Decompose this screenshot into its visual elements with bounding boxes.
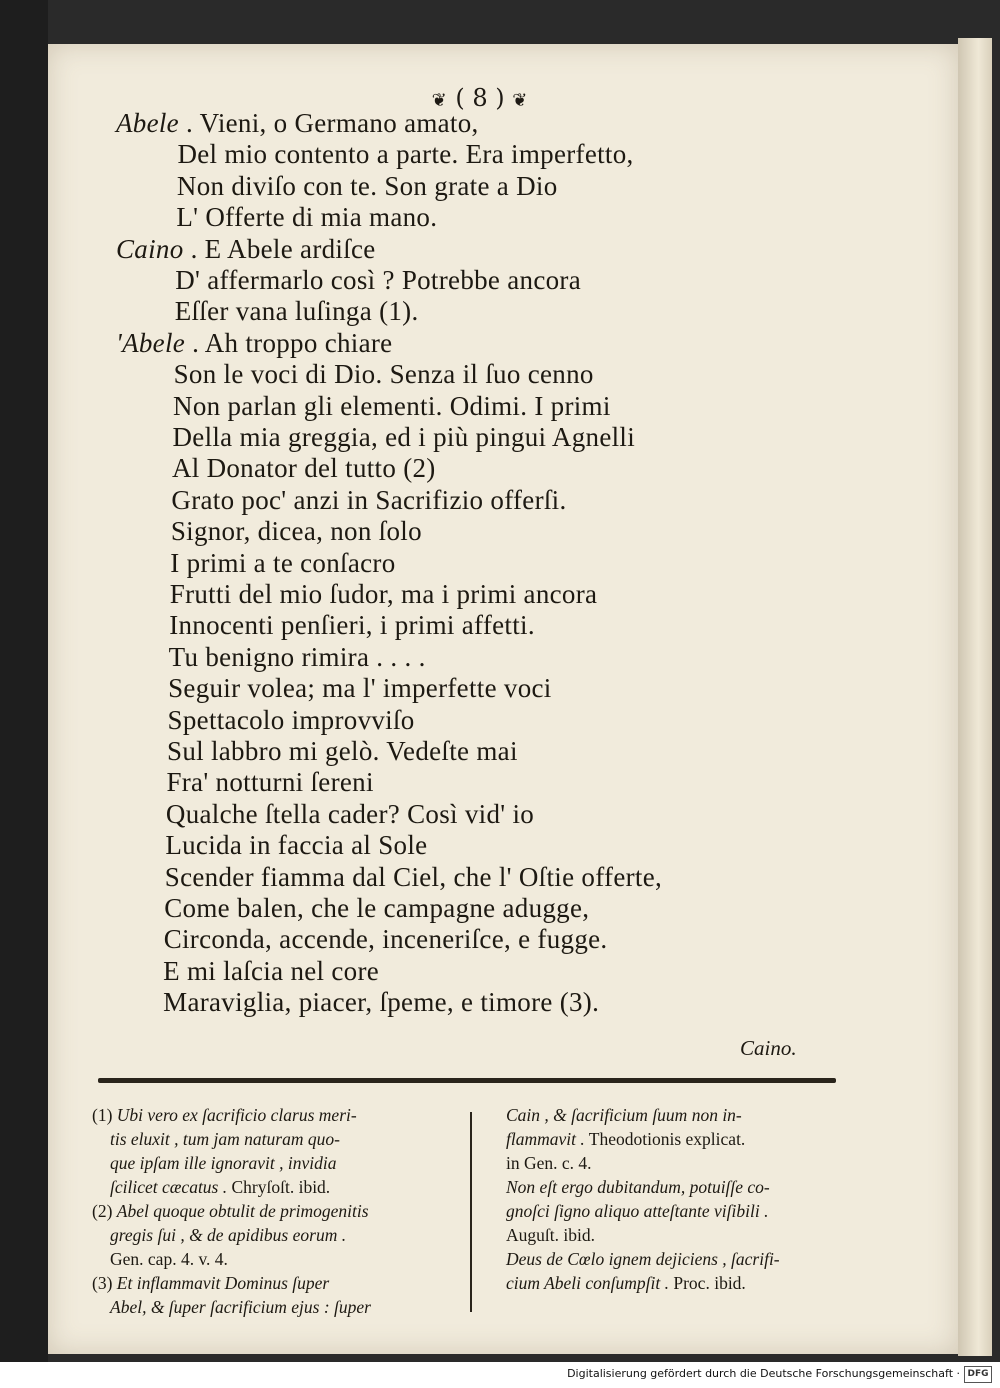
digitization-footer	[0, 1362, 1000, 1388]
verse-line	[168, 705, 415, 736]
footnote-mark: (1)	[92, 1105, 117, 1125]
verse-text-content: Non diviſo con te. Son grate a Dio	[176, 170, 558, 201]
footnote-mark: (3)	[92, 1273, 117, 1293]
verse-line	[169, 642, 426, 673]
verse-text-content: Qualche ſtella cader? Così vid' io	[165, 798, 535, 829]
verse-text-content: Signor, dicea, non ſolo	[170, 516, 422, 547]
verse-text-content: Grato poc' anzi in Sacrifizio offerſi.	[171, 484, 567, 515]
verse-line	[173, 391, 611, 422]
footnote-latin: Cain , & ſacrificium ſuum non in-	[506, 1105, 742, 1125]
footnote-latin: que ipſam ille ignoravit , invidia	[110, 1153, 337, 1173]
verse-text-content: Sul labbro mi gelò. Vedeſte mai	[167, 736, 518, 766]
scan-left-border	[0, 0, 48, 1362]
footnote-mark: (2)	[92, 1201, 117, 1221]
footnote-latin: Deus de Cœlo ignem dejiciens , ſacrifi-	[506, 1249, 780, 1269]
verse-line	[172, 453, 436, 484]
footnote-line	[506, 1200, 768, 1222]
verse-line	[116, 234, 376, 265]
footnote-source: in Gen. c. 4.	[506, 1153, 592, 1173]
footnote-line	[92, 1272, 329, 1294]
footnote-rule	[98, 1078, 836, 1083]
verse-text-content: . Vieni, o Germano amato,	[186, 108, 479, 138]
verse-text-content: Seguir volea; ma l' imperfette voci	[168, 673, 552, 704]
footnote-latin: Ubi vero ex ſacrificio clarus meri-	[116, 1105, 357, 1125]
verse-line	[163, 987, 599, 1018]
footnote-source: Proc. ibid.	[669, 1273, 746, 1293]
verse-text-content: . Ah troppo chiare	[192, 327, 393, 358]
footnote-latin: Et inflammavit Dominus ſuper	[116, 1273, 330, 1293]
footnote-latin: Abel, & ſuper ſacrificium ejus : ſuper	[110, 1297, 371, 1317]
dfg-logo-icon: DFG	[964, 1366, 992, 1383]
verse-line	[173, 422, 636, 453]
footnote-latin: gregis ſui , & de apidibus eorum .	[110, 1225, 347, 1245]
footnote-source: Theodotionis explicat.	[584, 1129, 746, 1149]
funding-notice: Digitalisierung gefördert durch die Deutsche Forschungsgemeinschaft ·	[567, 1367, 960, 1380]
footnote-line	[506, 1272, 746, 1294]
footnote-line	[506, 1248, 780, 1270]
footnote-source: Gen. cap. 4. v. 4.	[110, 1249, 228, 1269]
facing-page-edge	[958, 38, 992, 1356]
footnote-line	[506, 1152, 592, 1174]
footnote-line	[506, 1104, 742, 1126]
verse-line	[169, 610, 535, 641]
verse-text-content: Del mio contento a parte. Era imperfetto,	[177, 139, 634, 170]
verse-text-content: Scender fiamma dal Ciel, che l' Oſtie offerte,	[164, 861, 663, 892]
verse-text-content: Tu benigno rimira . . . .	[168, 641, 426, 672]
footnote-line	[506, 1224, 595, 1246]
verse-text-content: Son le voci di Dio. Senza il ſuo cenno	[173, 359, 594, 390]
verse-text-content: . E Abele ardiſce	[190, 233, 376, 264]
verse-text-content: Al Donator del tutto (2)	[171, 453, 436, 484]
verse-line	[116, 328, 392, 359]
verse-text-content: Frutti del mio ſudor, ma i primi ancora	[169, 579, 598, 609]
verse-line	[177, 139, 633, 170]
footnote-line	[110, 1128, 340, 1150]
footnote-line	[92, 1104, 357, 1126]
footnote-line	[506, 1128, 745, 1150]
verse-line	[163, 956, 379, 987]
verse-line	[165, 830, 427, 861]
verse-text-content: D' affermarlo così ? Potrebbe ancora	[175, 265, 581, 295]
footnote-latin: tis eluxit , tum jam naturam quo-	[110, 1129, 340, 1149]
verse-text-content: Maraviglia, piacer, ſpeme, e timore (3).	[163, 987, 600, 1018]
verse-text-content: Circonda, accende, inceneriſce, e fugge.	[163, 924, 608, 955]
footnote-latin: cium Abeli conſumpſit .	[506, 1273, 669, 1293]
verse-text-content: Innocenti penſieri, i primi affetti.	[169, 610, 535, 641]
verse-text-content: Non parlan gli elementi. Odimi. I primi	[173, 390, 611, 421]
ornament-right-icon: ❦	[512, 90, 529, 111]
speaker-name: Abele	[116, 108, 179, 138]
verse-line	[168, 673, 552, 704]
footnote-latin: ſcilicet cæcatus .	[110, 1177, 228, 1197]
footnote-line	[110, 1296, 371, 1318]
footnote-latin: flammavit .	[506, 1129, 585, 1149]
verse-text-content: L' Offerte di mia mano.	[176, 202, 438, 233]
footnote-line	[110, 1176, 330, 1198]
verse-line	[167, 736, 518, 767]
footnote-column-divider	[470, 1112, 472, 1312]
verse-line	[174, 359, 594, 390]
footnote-latin: Abel quoque obtulit de primogenitis	[116, 1201, 369, 1221]
verse-text-content: Della mia greggia, ed i più pingui Agnelli	[172, 422, 636, 452]
verse-line	[164, 893, 589, 924]
speaker-name: Caino	[116, 233, 184, 264]
ornament-left-icon: ❦	[431, 90, 448, 111]
footnote-latin: gnoſci ſigno aliquo atteſtante viſibili .	[506, 1201, 769, 1221]
verse-text-content: Come balen, che le campagne adugge,	[164, 893, 590, 923]
catchword: Caino.	[740, 1036, 797, 1060]
verse-line	[171, 485, 566, 516]
verse-line	[170, 579, 598, 610]
verse-text-content: E mi laſcia nel core	[163, 955, 380, 986]
verse-line	[175, 296, 419, 327]
verse-line	[177, 171, 558, 202]
verse-line	[170, 548, 395, 579]
verse-line	[166, 799, 534, 830]
verse-line	[166, 767, 373, 798]
verse-line	[164, 924, 608, 955]
footnote-line	[506, 1176, 770, 1198]
verse-text-content: Fra' notturni ſereni	[166, 767, 374, 798]
footnote-latin: Non eſt ergo dubitandum, potuiſſe co-	[506, 1177, 770, 1197]
footnote-line	[110, 1152, 337, 1174]
verse-text-content: Spettacolo improvviſo	[167, 704, 415, 735]
footnote-source: Chryſoſt. ibid.	[227, 1177, 331, 1197]
footnote-line	[110, 1224, 346, 1246]
page-number: ( 8 )	[455, 84, 505, 112]
speaker-name: 'Abele	[116, 327, 186, 358]
verse-line	[171, 516, 422, 547]
footnote-line	[110, 1248, 228, 1270]
footnote-line	[92, 1200, 369, 1222]
verse-line	[116, 108, 479, 139]
verse-text-content: Eſſer vana luſinga (1).	[174, 296, 419, 327]
verse-line	[175, 265, 581, 296]
verse-text-content: Lucida in faccia al Sole	[165, 830, 428, 861]
verse-line	[176, 202, 437, 233]
verse-text-content: I primi a te conſacro	[170, 547, 396, 578]
verse-line	[165, 862, 662, 893]
footnote-source: Auguſt. ibid.	[506, 1225, 595, 1245]
